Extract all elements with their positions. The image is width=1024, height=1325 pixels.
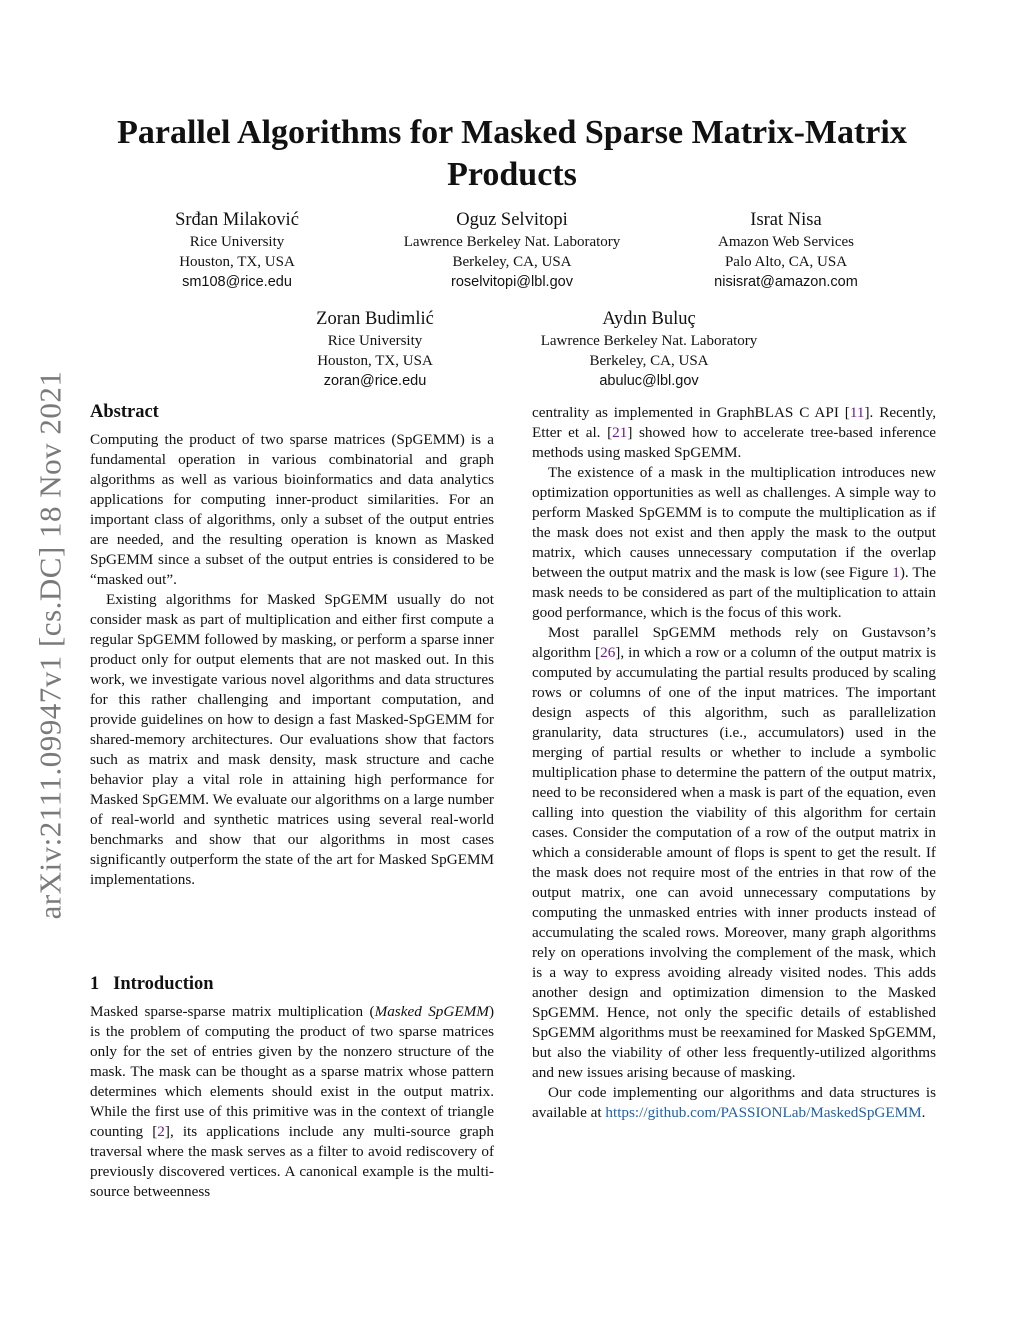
author-email: roselvitopi@lbl.gov bbox=[451, 274, 573, 290]
right-paragraph-1: centrality as implemented in GraphBLAS C API [11]. Recently, Etter et al. [21] showed how to accelerate tree-based inference methods using masked SpGEMM. bbox=[532, 404, 936, 461]
author-1 bbox=[87, 208, 387, 292]
author-5 bbox=[499, 307, 799, 391]
author-email: abuluc@lbl.gov bbox=[599, 373, 699, 389]
author-location: Houston, TX, USA bbox=[317, 353, 433, 369]
author-location: Berkeley, CA, USA bbox=[452, 254, 572, 270]
author-4 bbox=[225, 307, 525, 391]
citation-11[interactable]: 11 bbox=[849, 404, 865, 421]
left-column bbox=[90, 400, 494, 890]
author-email: nisisrat@amazon.com bbox=[714, 274, 858, 290]
right-paragraph-3: Most parallel SpGEMM methods rely on Gustavson’s algorithm [26], in which a row or a column of the output matrix is computed by accumulating the partial results produced by scaling rows or columns of one of the input matrices. The important design aspects of this algorithm, such as parallelization granularity, data structures (i.e., accumulators) used in the merging of partial results or whether to include a symbolic multiplication phase to determine the pattern of the output matrix, need to be reconsidered when a mask is part of the equation, even calling into question the viability of this algorithm for certain cases. Consider the computation of a row of the output matrix in which a considerable amount of flops is spent to get the result. If the mask does not require most of the entries in that row of the output matrix, one can avoid unnecessary computations by computing the unmasked entries with inner products instead of accumulating the scaled rows. Moreover, many graph algorithms rely on operations involving the complement of the mask, which is a way to express avoiding already visited nodes. This adds another design and optimization dimension to the Masked SpGEMM. Hence, not only the specific details of established SpGEMM algorithms must be reexamined for Masked SpGEMM, but also the viability of other less frequently-utilized algorithms and new issues arising because of masking. bbox=[532, 624, 937, 1081]
author-location: Palo Alto, CA, USA bbox=[724, 254, 848, 270]
introduction-section bbox=[90, 972, 494, 1202]
arxiv-identifier bbox=[30, 350, 70, 940]
github-link[interactable]: https://github.com/PASSIONLab/MaskedSpGEMM bbox=[605, 1104, 922, 1121]
author-2 bbox=[362, 208, 662, 292]
author-location: Berkeley, CA, USA bbox=[589, 353, 709, 369]
author-affiliation: Rice University bbox=[327, 333, 423, 349]
term-masked-spgemm: Masked SpGEMM bbox=[374, 1003, 489, 1020]
figure-1-reference[interactable]: 1 bbox=[892, 564, 900, 581]
author-affiliation: Lawrence Berkeley Nat. Laboratory bbox=[403, 234, 621, 250]
introduction-paragraph-1: Masked sparse-sparse matrix multiplication (Masked SpGEMM) is the problem of computing the product of two sparse matrices only for the set of entries given by the nonzero structure of the mask. The mask can be thought as a sparse matrix whose pattern determines which elements should exist in the output matrix. While the first use of this primitive was in the context of triangle counting [2], its applications include any multi-source graph traversal where the mask serves as a filter to avoid rediscovery of previously discovered vertices. A canonical example is the multi-source betweenness bbox=[90, 1003, 494, 1200]
introduction-heading bbox=[90, 972, 494, 996]
author-name: Zoran Budimlić bbox=[316, 309, 434, 329]
paper-title: Parallel Algorithms for Masked Sparse Matrix-Matrix Products bbox=[117, 114, 907, 193]
citation-26[interactable]: 26 bbox=[600, 644, 616, 661]
right-column bbox=[532, 403, 936, 1123]
author-name: Israt Nisa bbox=[750, 210, 822, 230]
author-name: Aydın Buluç bbox=[602, 309, 696, 329]
author-3 bbox=[636, 208, 936, 292]
section-number: 1 bbox=[90, 974, 100, 994]
right-paragraph-4: Our code implementing our algorithms and data structures is available at https://github.com/PASSIONLab/MaskedSpGEMM. bbox=[532, 1084, 936, 1121]
author-email: sm108@rice.edu bbox=[182, 274, 292, 290]
abstract-paragraph-1: Computing the product of two sparse matrices (SpGEMM) is a fundamental operation in various combinatorial and graph algorithms as well as various bioinformatics and data analytics applications for computing inner-product similarities. For an important class of algorithms, only a subset of the output entries are needed, and the resulting operation is known as Masked SpGEMM since a subset of the output entries is considered to be “masked out”. bbox=[90, 431, 494, 588]
author-affiliation: Lawrence Berkeley Nat. Laboratory bbox=[540, 333, 758, 349]
author-affiliation: Rice University bbox=[189, 234, 285, 250]
section-title: Introduction bbox=[113, 974, 214, 994]
author-affiliation: Amazon Web Services bbox=[718, 234, 854, 250]
right-paragraph-2: The existence of a mask in the multiplication introduces new optimization opportunities as well as challenges. A simple way to perform Masked SpGEMM is to compute the multiplication as if the mask does not exist and then apply the mask to the output matrix, which causes unnecessary computation if the overlap between the output matrix and the mask is low (see Figure 1). The mask needs to be considered as part of the multiplication to attain good performance, which is the focus of this work. bbox=[532, 464, 936, 621]
abstract-heading: Abstract bbox=[90, 402, 159, 422]
citation-21[interactable]: 21 bbox=[612, 424, 628, 441]
abstract-paragraph-2: Existing algorithms for Masked SpGEMM usually do not consider mask as part of multiplication and either first compute a regular SpGEMM followed by masking, or perform a sparse inner product only for output elements that are not masked out. In this work, we investigate various novel algorithms and data structures for this rather challenging and important computation, and provide guidelines on how to design a fast Masked-SpGEMM for shared-memory architectures. Our evaluations show that factors such as matrix and mask density, mask structure and cache behavior play a vital role in attaining high performance for Masked SpGEMM. We evaluate our algorithms on a large number of real-world and synthetic matrices using several real-world benchmarks and show that our algorithms in most cases significantly outperform the state of the art for Masked SpGEMM implementations. bbox=[90, 591, 494, 888]
author-location: Houston, TX, USA bbox=[179, 254, 295, 270]
author-name: Srđan Milaković bbox=[175, 210, 299, 230]
author-name: Oguz Selvitopi bbox=[456, 210, 568, 230]
citation-2[interactable]: 2 bbox=[157, 1123, 165, 1140]
arxiv-identifier-text: arXiv:2111.09947v1 [cs.DC] 18 Nov 2021 bbox=[32, 370, 68, 920]
author-email: zoran@rice.edu bbox=[323, 373, 427, 389]
